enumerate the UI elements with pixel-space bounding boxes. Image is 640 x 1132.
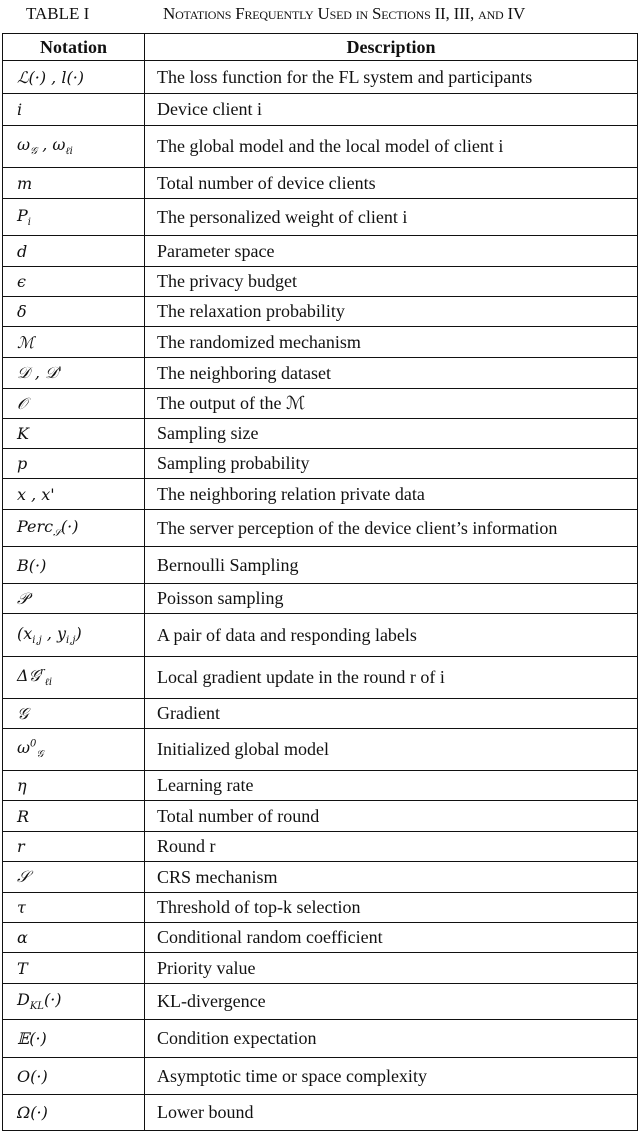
- table-row: [3, 419, 638, 449]
- notation-symbol: Δ𝒢: [17, 666, 40, 686]
- notation-symbol: , y: [41, 623, 67, 643]
- notation-subscript: ℓi: [44, 677, 53, 689]
- description-cell: Device client i: [145, 94, 638, 126]
- notation-subscript: i,j: [32, 635, 42, 647]
- notation-cell: [3, 771, 145, 801]
- table-row: [3, 729, 638, 771]
- notation-symbol: η: [17, 776, 27, 795]
- notation-symbol: 𝒮: [17, 867, 30, 886]
- notation-symbol: x , x': [17, 484, 55, 504]
- notation-cell: [3, 449, 145, 479]
- description-cell: Conditional random coefficient: [145, 923, 638, 953]
- table-row: [3, 389, 638, 419]
- description-cell: Poisson sampling: [145, 584, 638, 614]
- notation-symbol: r: [17, 837, 25, 856]
- table-row: [3, 801, 638, 832]
- notation-cell: [3, 419, 145, 449]
- table-row: [3, 479, 638, 510]
- table-row: [3, 771, 638, 801]
- notation-subscript: 𝒮: [53, 528, 61, 540]
- notation-cell: [3, 126, 145, 168]
- table-row: [3, 923, 638, 953]
- description-cell: Learning rate: [145, 771, 638, 801]
- notation-subscript: 𝒢: [30, 146, 38, 158]
- description-cell: The neighboring dataset: [145, 358, 638, 389]
- notation-symbol: (·): [43, 990, 62, 1010]
- table-row: [3, 168, 638, 199]
- description-cell: Total number of round: [145, 801, 638, 832]
- notation-cell: [3, 1020, 145, 1058]
- notation-cell: [3, 893, 145, 923]
- notation-symbol: K: [17, 424, 29, 443]
- notation-cell: [3, 297, 145, 327]
- description-cell: The global model and the local model of client i: [145, 126, 638, 168]
- notation-superscript: 0: [30, 739, 37, 751]
- description-cell: Local gradient update in the round r of i: [145, 657, 638, 699]
- description-cell: The relaxation probability: [145, 297, 638, 327]
- description-cell: Sampling size: [145, 419, 638, 449]
- notation-symbol: m: [17, 173, 33, 193]
- notation-cell: [3, 984, 145, 1020]
- notation-cell: [3, 1095, 145, 1131]
- notation-symbol: Perc: [17, 516, 54, 536]
- notation-cell: [3, 327, 145, 358]
- notation-symbol: R: [17, 806, 30, 826]
- notation-cell: [3, 199, 145, 236]
- notation-cell: [3, 923, 145, 953]
- header-notation: Notation: [3, 34, 145, 61]
- notation-symbol: B(·): [17, 555, 47, 575]
- notation-symbol: ω: [17, 135, 31, 155]
- notation-cell: [3, 236, 145, 267]
- notation-symbol: (·): [60, 516, 79, 536]
- notation-cell: [3, 389, 145, 419]
- notation-superscript: r: [39, 667, 45, 679]
- table-row: [3, 893, 638, 923]
- notation-symbol: 𝒟 , 𝒟': [17, 363, 63, 382]
- notation-subscript: ℓi: [65, 146, 73, 158]
- description-cell: Parameter space: [145, 236, 638, 267]
- notation-symbol: P: [17, 205, 28, 225]
- description-cell: The neighboring relation private data: [145, 479, 638, 510]
- description-cell: A pair of data and responding labels: [145, 614, 638, 657]
- table-title: Notations Frequently Used in Sections II, III, and IV: [163, 4, 526, 23]
- notation-symbol: α: [17, 928, 28, 947]
- notation-symbol: Ω(·): [17, 1103, 48, 1122]
- notation-symbol: 𝔼(·): [17, 1029, 47, 1048]
- description-cell: Asymptotic time or space complexity: [145, 1058, 638, 1095]
- header-row: [3, 34, 638, 61]
- notation-cell: [3, 168, 145, 199]
- table-row: [3, 1058, 638, 1095]
- notation-cell: [3, 61, 145, 94]
- table-label: TABLE I: [26, 4, 90, 23]
- table-row: [3, 862, 638, 893]
- notation-symbol: δ: [17, 302, 27, 321]
- notation-symbol: O(·): [17, 1066, 48, 1086]
- table-row: [3, 1095, 638, 1131]
- table-row: [3, 449, 638, 479]
- notation-symbol: 𝒢: [17, 703, 29, 723]
- description-cell: KL-divergence: [145, 984, 638, 1020]
- notation-cell: [3, 699, 145, 729]
- description-cell: Round r: [145, 832, 638, 862]
- description-cell: Bernoulli Sampling: [145, 547, 638, 584]
- description-cell: CRS mechanism: [145, 862, 638, 893]
- notation-symbol: 𝒪: [17, 393, 28, 413]
- notation-cell: [3, 1058, 145, 1095]
- table-row: [3, 547, 638, 584]
- notation-symbol: T: [17, 958, 28, 978]
- notation-subscript: i,j: [66, 635, 76, 647]
- notation-cell: [3, 358, 145, 389]
- table-row: [3, 126, 638, 168]
- table-row: [3, 699, 638, 729]
- notation-cell: [3, 953, 145, 984]
- notation-cell: [3, 729, 145, 771]
- table-row: [3, 657, 638, 699]
- description-cell: The loss function for the FL system and participants: [145, 61, 638, 94]
- table-row: [3, 358, 638, 389]
- description-cell: The privacy budget: [145, 267, 638, 297]
- table-row: [3, 984, 638, 1020]
- notation-cell: [3, 510, 145, 547]
- table-row: [3, 614, 638, 657]
- notation-table: [2, 33, 638, 1131]
- notation-symbol: , ω: [37, 135, 66, 155]
- description-cell: Lower bound: [145, 1095, 638, 1131]
- table-row: [3, 327, 638, 358]
- notation-symbol: τ: [17, 898, 26, 917]
- notation-symbol: ): [75, 623, 82, 643]
- table-row: [3, 510, 638, 547]
- notation-cell: [3, 94, 145, 126]
- notation-subscript: i: [27, 217, 31, 229]
- description-cell: Gradient: [145, 699, 638, 729]
- description-cell: Threshold of top-k selection: [145, 893, 638, 923]
- table-row: [3, 953, 638, 984]
- notation-cell: [3, 547, 145, 584]
- notation-subscript: 𝒢: [36, 749, 44, 761]
- description-cell: Priority value: [145, 953, 638, 984]
- table-caption: [0, 2, 640, 28]
- description-cell: Sampling probability: [145, 449, 638, 479]
- notation-symbol: ω: [17, 738, 31, 758]
- description-cell: Total number of device clients: [145, 168, 638, 199]
- table-row: [3, 297, 638, 327]
- table-row: [3, 832, 638, 862]
- notation-symbol: ϵ: [17, 272, 26, 291]
- notation-symbol: p: [17, 454, 28, 473]
- description-cell: Condition expectation: [145, 1020, 638, 1058]
- notation-cell: [3, 801, 145, 832]
- table-row: [3, 236, 638, 267]
- table-row: [3, 1020, 638, 1058]
- notation-cell: [3, 862, 145, 893]
- description-cell: The randomized mechanism: [145, 327, 638, 358]
- notation-cell: [3, 657, 145, 699]
- table-row: [3, 199, 638, 236]
- notation-cell: [3, 479, 145, 510]
- notation-symbol: D: [17, 990, 30, 1010]
- notation-symbol: ℳ: [17, 332, 35, 352]
- description-cell: The output of the ℳ: [145, 389, 638, 419]
- notation-cell: [3, 267, 145, 297]
- table-row: [3, 584, 638, 614]
- description-cell: The personalized weight of client i: [145, 199, 638, 236]
- description-cell: Initialized global model: [145, 729, 638, 771]
- notation-symbol: 𝒫: [17, 588, 29, 608]
- notation-cell: [3, 614, 145, 657]
- notation-symbol: ℒ(·) , l(·): [17, 67, 85, 87]
- notation-subscript: KL: [29, 1001, 44, 1013]
- notation-symbol: i: [17, 100, 23, 119]
- notation-cell: [3, 832, 145, 862]
- notation-symbol: (x: [17, 623, 33, 643]
- table-row: [3, 61, 638, 94]
- description-cell: The server perception of the device client’s information: [145, 510, 638, 547]
- table-row: [3, 267, 638, 297]
- table-row: [3, 94, 638, 126]
- header-description: Description: [145, 34, 638, 61]
- notation-cell: [3, 584, 145, 614]
- notation-symbol: d: [17, 241, 28, 261]
